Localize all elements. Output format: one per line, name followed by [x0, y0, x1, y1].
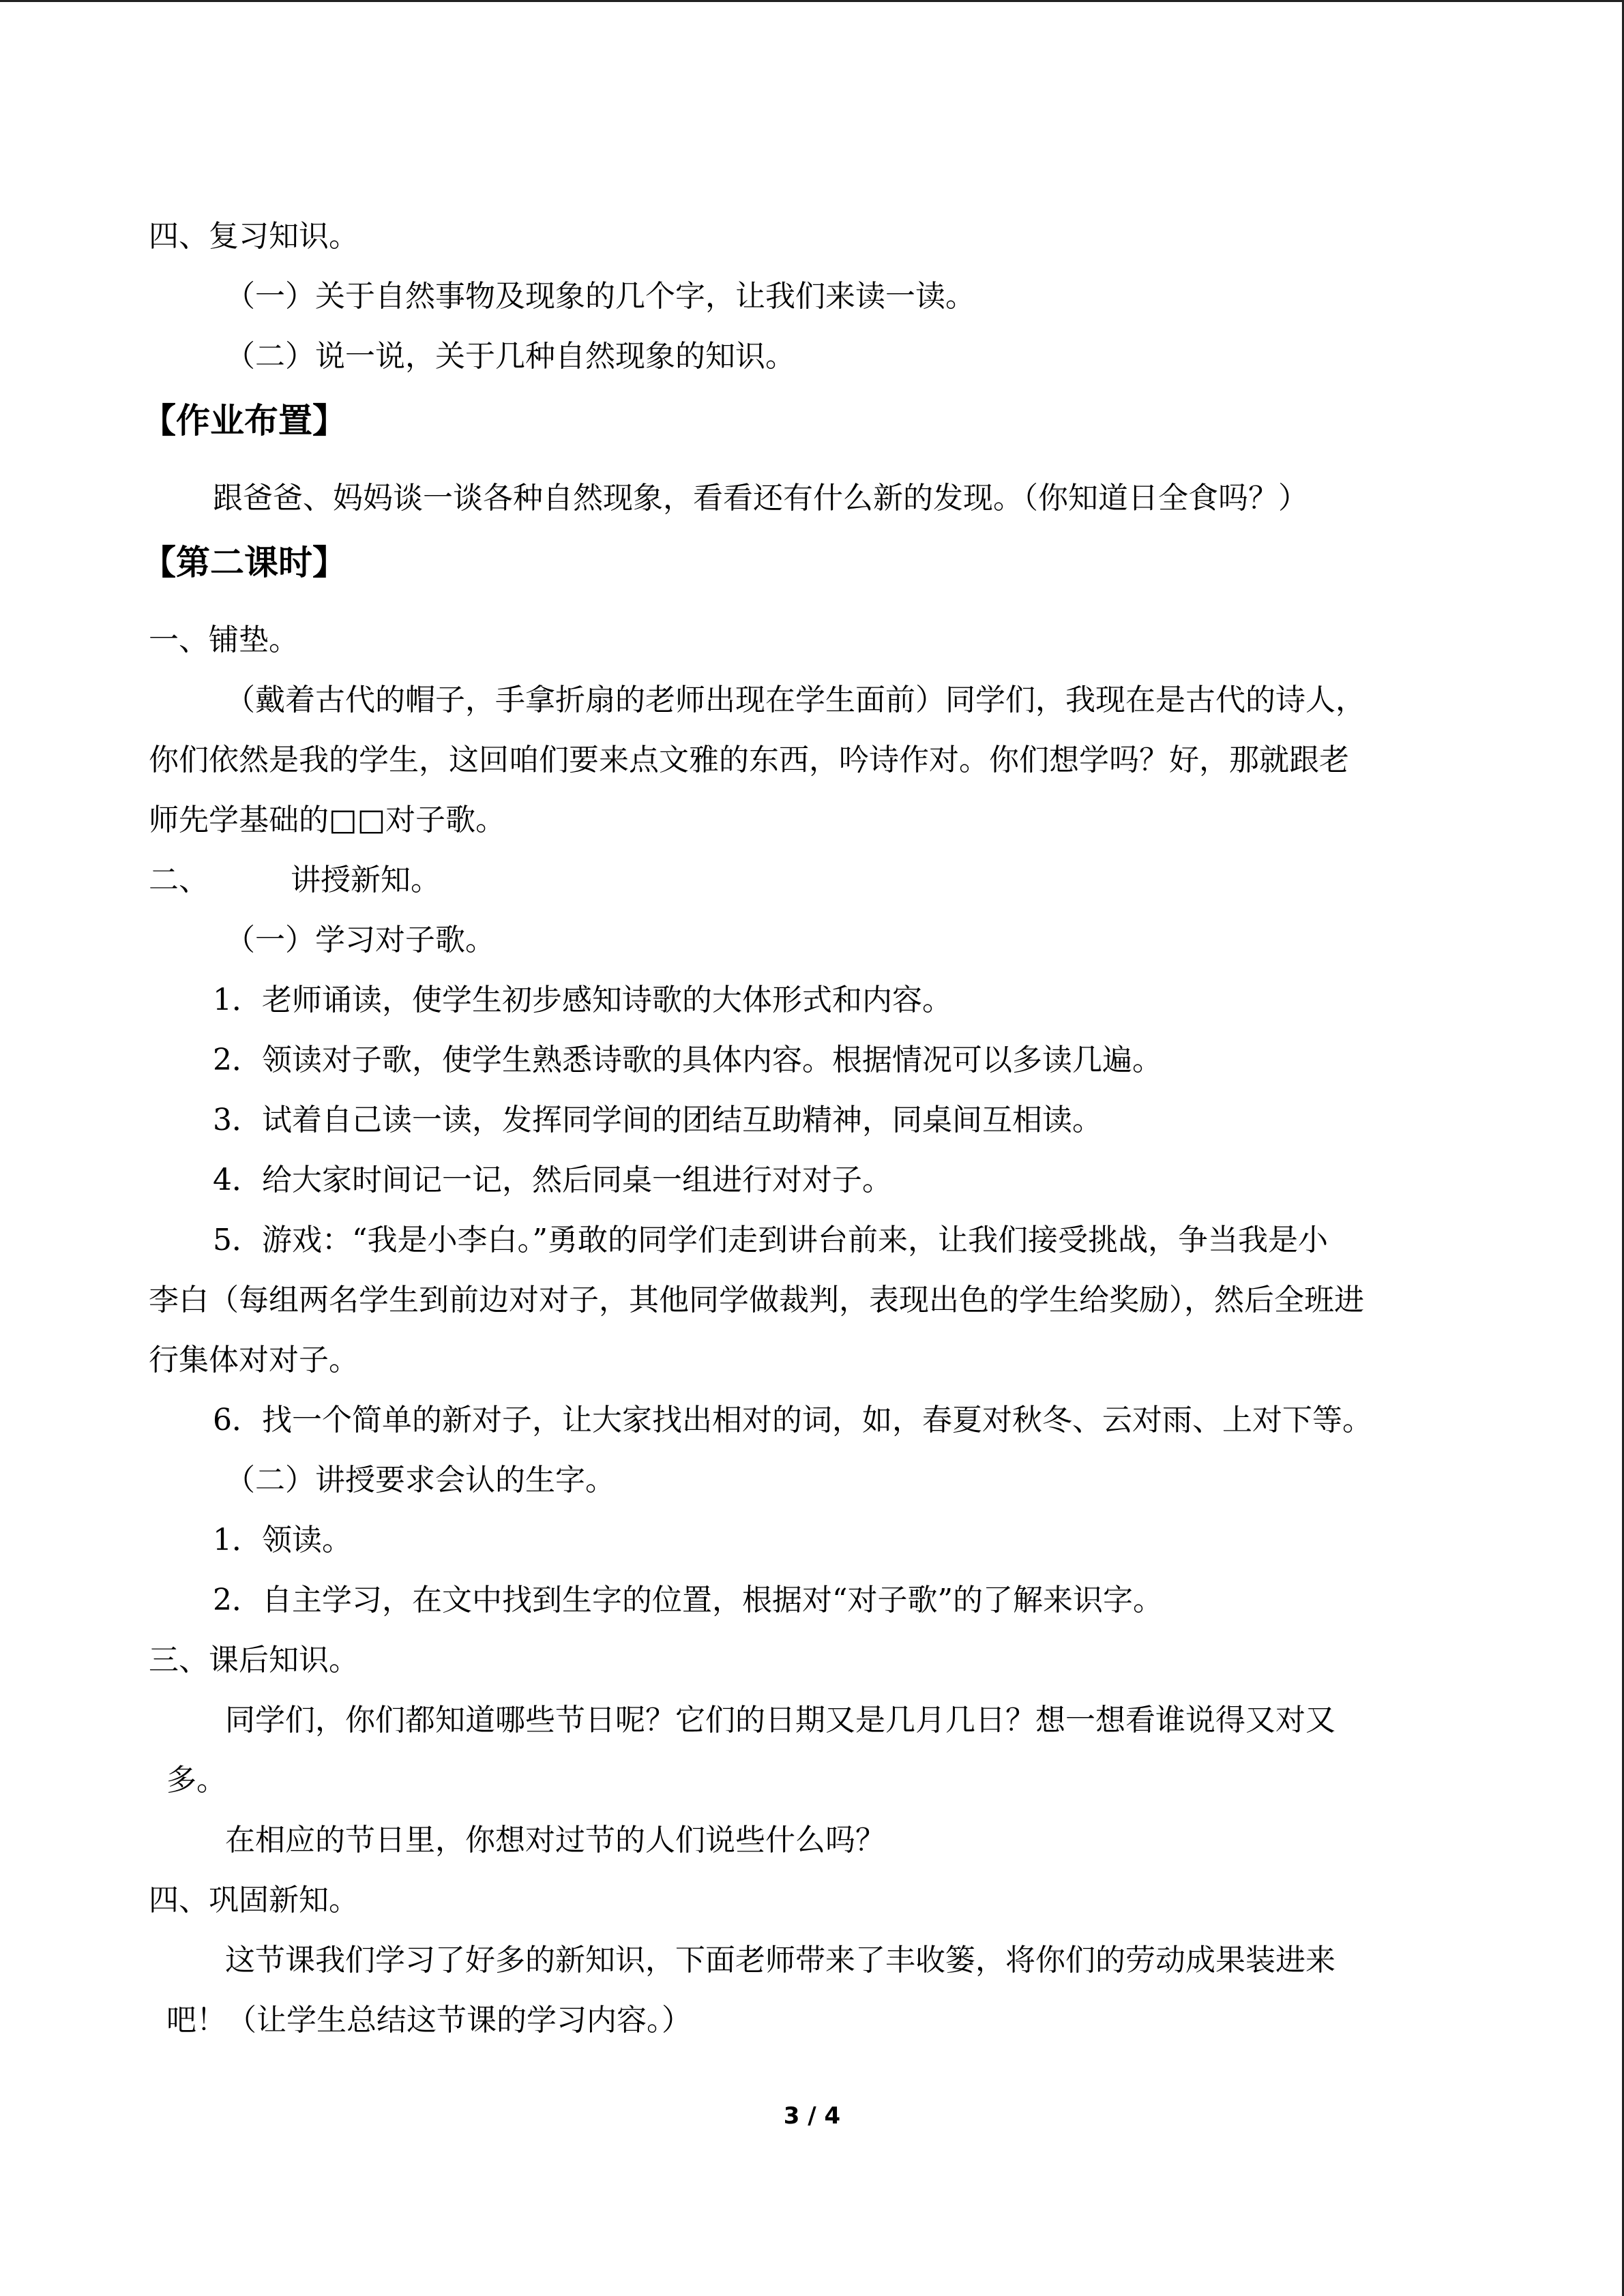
- part3-title: 三、课后知识。: [149, 1643, 359, 1678]
- part2-title: [149, 850, 1486, 910]
- part2-step-5-line-3: 行集体对对子。: [149, 1343, 359, 1377]
- part3-paragraph-2: 在相应的节日里，你想对过节的人们说些什么吗？: [225, 1823, 885, 1858]
- part2-sub2-step-2: 2．自主学习，在文中找到生字的位置，根据对“对子歌”的了解来识字。: [213, 1583, 1163, 1617]
- part1-title: 一、铺垫。: [149, 623, 299, 657]
- part4-title: 四、巩固新知。: [149, 1883, 359, 1918]
- part3-paragraph-1-line-2: 多。: [166, 1763, 226, 1798]
- page-number: 3 / 4: [783, 2102, 841, 2130]
- part2-sub2: （二）讲授要求会认的生字。: [225, 1463, 615, 1497]
- homework-heading: 【作业布置】: [142, 401, 346, 441]
- homework-text: 跟爸爸、妈妈谈一谈各种自然现象，看看还有什么新的发现。（你知道日全食吗？）: [213, 481, 1308, 516]
- part2-step-1: 1．老师诵读，使学生初步感知诗歌的大体形式和内容。: [213, 983, 952, 1017]
- lesson2-heading: 【第二课时】: [142, 543, 346, 582]
- review-title: 四、复习知识。: [149, 219, 359, 254]
- part2-step-6: 6．找一个简单的新对子，让大家找出相对的词，如，春夏对秋冬、云对雨、上对下等。: [213, 1403, 1372, 1437]
- part2-step-3: 3．试着自己读一读，发挥同学间的团结互助精神，同桌间互相读。: [213, 1103, 1102, 1137]
- review-item-1: （一）关于自然事物及现象的几个字，让我们来读一读。: [225, 279, 975, 314]
- part2-step-4: 4．给大家时间记一记，然后同桌一组进行对对子。: [213, 1163, 892, 1197]
- part2-sub2-step-1: 1．领读。: [213, 1523, 352, 1557]
- part1-paragraph-line-1: （戴着古代的帽子，手拿折扇的老师出现在学生面前）同学们，我现在是古代的诗人，: [225, 683, 1365, 717]
- part1-paragraph-line-3: 师先学基础的□□对子歌。: [149, 803, 506, 837]
- part4-paragraph-line-2: 吧！（让学生总结这节课的学习内容。）: [166, 2003, 692, 2038]
- document-body: [142, 207, 1486, 2051]
- review-item-2: （二）说一说，关于几种自然现象的知识。: [225, 339, 795, 374]
- part2-step-5-line-2: 李白（每组两名学生到前边对对子，其他同学做裁判，表现出色的学生给奖励），然后全班进: [149, 1283, 1364, 1317]
- part2-step-2: 2．领读对子歌，使学生熟悉诗歌的具体内容。根据情况可以多读几遍。: [213, 1043, 1162, 1077]
- part4-paragraph-line-1: 这节课我们学习了好多的新知识，下面老师带来了丰收篓，将你们的劳动成果装进来: [225, 1943, 1335, 1978]
- part3-paragraph-1-line-1: 同学们，你们都知道哪些节日呢？它们的日期又是几月几日？想一想看谁说得又对又: [225, 1703, 1335, 1738]
- part2-sub1: （一）学习对子歌。: [225, 923, 495, 957]
- part2-title-number: 二、: [149, 863, 209, 897]
- part1-paragraph-line-2: 你们依然是我的学生，这回咱们要来点文雅的东西，吟诗作对。你们想学吗？好，那就跟老: [149, 743, 1349, 777]
- part2-title-text: 讲授新知。: [291, 863, 441, 897]
- part2-step-5-line-1: 5．游戏：“我是小李白。”勇敢的同学们走到讲台前来，让我们接受挑战，争当我是小: [213, 1223, 1328, 1257]
